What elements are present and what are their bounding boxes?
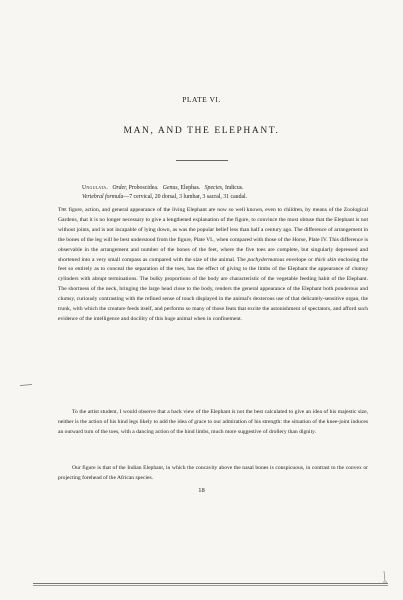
- order-prefix: Order,: [112, 185, 128, 191]
- paragraph-1-italic-a: pachydermatous: [247, 256, 285, 263]
- genus-prefix: Genus,: [162, 185, 180, 191]
- order-value: Proboscidea.: [128, 185, 159, 191]
- paragraph-1-text-a: figure, action, and general appearance of the living Elephant are now so well known, even to children, by means of the Zoological Gardens, that it is no longer necessary to give a lengthened explanation of the figure, to convince the most obtuse that the Elephant is not without joints, and is not incapable of lying down, as was the popular belief less than half a century ago. The difference of arrangement in the bones of the leg will be best understood from the figure, Plate VI., when compared with those of the Horse, Plate IV. This difference is observable in the arrangement and number of the bones of the feet, where the five toes are complete, but singularly depressed and shortened into a very small compass as compared with the size of the animal. The: [58, 207, 368, 263]
- page-title: MAN, AND THE ELEPHANT.: [123, 126, 280, 136]
- classification-block: [82, 184, 372, 201]
- paragraph-1-text-b: envelope or: [284, 256, 315, 263]
- corner-mark-icon: [380, 570, 390, 584]
- paragraph-2: To the artist student, I would observe that a back view of the Elephant is not the best calculated to give an idea of his majestic size, neither is the action of his hind legs likely to add the idea of grace to our admiration of his strength: the situation of the knee-joint induces an outward turn of the toes, with a dancing action of the hind limbs, much more suggestive of drollery than dignity.: [58, 409, 368, 435]
- paragraph-1-lead: The: [58, 207, 67, 213]
- paragraph-1-text-c: enclosing the feet so entirely as to conceal the separation of the toes, has the effect of giving to the limbs of the Elephant the appearance of clumsy cylinders with abrupt terminations. The bulky proportions of the body are characteristic of the vegetable feeding habit of the Elephant. The shortness of the neck, bringing the large head close to the body, renders the general appearance of the Elephant both ponderous and clumsy, curiously contrasting with the refined sense of touch displayed in the animal's dexterous use of that delicately-sensitive organ, the trunk, with which the creature feeds itself, and performs so many of those feats that excite the astonishment of spectators, and afford such evidence of the intelligence and docility of this huge animal when in confinement.: [58, 256, 368, 322]
- page-number: 18: [198, 487, 205, 494]
- bottom-rule: [33, 583, 388, 586]
- vertebral-formula-line: [82, 193, 372, 202]
- plate-heading: PLATE VI.: [182, 95, 221, 104]
- species-prefix: Species,: [204, 185, 224, 191]
- formula-value: —7 cervical, 20 dorsal, 3 lumbar, 3 sacral, 31 caudal.: [123, 193, 248, 200]
- paragraph-1: [58, 206, 368, 325]
- taxonomy-line: [82, 184, 372, 193]
- species-value: Indicus.: [224, 185, 244, 191]
- paragraph-3: Our figure is that of the Indian Elephant, in which the concavity above the nasal bones is conspicuous, in contrast to the convex or projecting forehead of the African species.: [58, 465, 368, 481]
- order-label: Ungulata.: [82, 185, 109, 191]
- paragraph-1-italic-b: thick skin: [314, 256, 337, 263]
- title-divider: [176, 160, 228, 161]
- genus-value: Elephas.: [180, 185, 201, 191]
- margin-mark-icon: [19, 383, 33, 387]
- formula-label: Vertebral formula: [82, 193, 124, 200]
